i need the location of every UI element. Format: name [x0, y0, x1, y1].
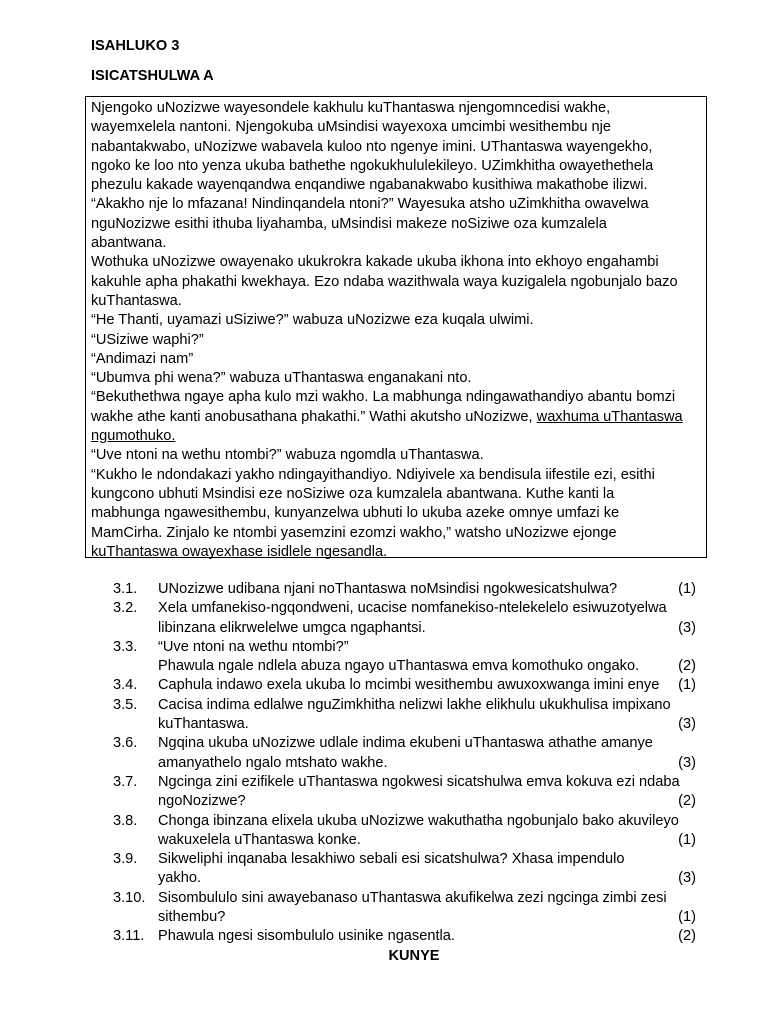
passage-line: “Akakho nje lo mfazana! Nindinqandela ntoni?” Wayesuka atsho uZimkhitha owavelwa: [91, 196, 649, 213]
passage-line: “Bekuthethwa ngaye apha kulo mzi wakho. La mabhunga ndingawathandiyo abantu bomzi: [91, 389, 676, 406]
question-number: 3.6.: [113, 735, 138, 752]
question-number: 3.3.: [113, 638, 138, 655]
question-mark: (1): [678, 909, 696, 926]
passage-line: ngoko ke loo nto yenza ukuba bathethe ngokukhululekileyo. UZimkhitha owayethethela: [91, 157, 654, 174]
question-row: [0, 850, 768, 869]
question-row: [0, 792, 768, 811]
underlined-phrase-end: ngumothuko.: [91, 428, 176, 445]
question-list: [0, 580, 768, 947]
passage-line: “Ubumva phi wena?” wabuza uThantaswa enganakani nto.: [91, 370, 472, 387]
underlined-phrase: waxhuma uThantaswa: [536, 408, 683, 425]
passage-line: kuThantaswa owayexhase isidlele ngesandla.: [91, 543, 388, 560]
passage-box: [85, 96, 707, 558]
question-row: [0, 773, 768, 792]
question-row: [0, 715, 768, 734]
passage-line-text: wakhe athe kanti anobusathana phakathi.” Wathi akutsho uNozizwe,: [91, 408, 537, 425]
question-text: “Uve ntoni na wethu ntombi?”: [158, 638, 349, 655]
passage-line: kakuhle apha phakathi kwekhaya. Ezo ndaba wazithwala waya kuzigalela ngobunjalo bazo: [91, 273, 678, 290]
passage-line: nabantakwabo, uNozizwe wabavela kuloo nto ngenye imini. UThantaswa wayengekho,: [91, 138, 653, 155]
passage-line: kungcono ubhuti Msindisi eze noSiziwe oza kumzalela abantwana. Kuthe kanti la: [91, 485, 615, 502]
question-row: [0, 599, 768, 618]
question-text: sithembu?: [158, 909, 226, 926]
question-text: amanyathelo ngalo mtshato wakhe.: [158, 754, 388, 771]
chapter-title: ISAHLUKO 3: [91, 38, 180, 54]
question-number: 3.5.: [113, 696, 138, 713]
question-text: Ngqina ukuba uNozizwe udlale indima ekubeni uThantaswa athathe amanye: [158, 735, 653, 752]
passage-line: wayemxelela nantoni. Njengokuba uMsindisi wayexoxa umcimbi wesithembu nje: [91, 119, 611, 136]
section-title: ISICATSHULWA A: [91, 68, 214, 84]
passage-line: “Andimazi nam”: [91, 350, 194, 367]
question-mark: (2): [678, 928, 696, 945]
question-mark: (3): [678, 619, 696, 636]
question-mark: (1): [678, 677, 696, 694]
passage-line: phezulu kakade wayenqandwa enqandiwe ngabanakwabo kusithiwa makathobe ilizwi.: [91, 177, 648, 194]
question-row: [0, 657, 768, 676]
question-mark: (3): [678, 754, 696, 771]
passage-line: nguNozizwe esithi ithuba liyahamba, uMsindisi makeze noSiziwe oza kumzalela: [91, 215, 607, 232]
passage-line: [91, 408, 701, 427]
question-row: [0, 696, 768, 715]
question-mark: (3): [678, 716, 696, 733]
passage-line: Wothuka uNozizwe owayenako ukukrokra kakade ukuba ikhona into ekhoyo engahambi: [91, 254, 659, 271]
passage-line: MamCirha. Zinjalo ke ntombi yasemzini ezomzi wakho,” watsho uNozizwe ejonge: [91, 524, 617, 541]
question-text: Cacisa indima edlalwe nguZimkhitha nelizwi lakhe elikhulu ukukhulisa impixano: [158, 696, 671, 713]
question-text: kuThantaswa.: [158, 716, 249, 733]
question-mark: (1): [678, 581, 696, 597]
question-text: Xela umfanekiso-ngqondweni, ucacise nomfanekiso-ntelekelelo esiwuzotyelwa: [158, 600, 667, 617]
question-number: 3.4.: [113, 677, 138, 694]
question-row: [0, 638, 768, 657]
question-row: [0, 580, 768, 599]
question-row: [0, 734, 768, 753]
question-row: [0, 676, 768, 695]
question-number: 3.11.: [113, 928, 145, 945]
question-text: Phawula ngale ndlela abuza ngayo uThantaswa emva komothuko ongako.: [158, 658, 640, 675]
question-text: wakuxelela uThantaswa konke.: [158, 831, 361, 848]
question-number: 3.7.: [113, 773, 138, 790]
question-number: 3.1.: [113, 581, 138, 597]
question-text: libinzana elikrwelelwe umgca ngaphantsi.: [158, 619, 426, 636]
question-text: yakho.: [158, 870, 201, 887]
question-number: 3.9.: [113, 851, 138, 868]
question-mark: (2): [678, 658, 696, 675]
question-row: [0, 812, 768, 831]
passage-line: “Kukho le ndondakazi yakho ndingayithandiyo. Ndiyivele xa bendisula iifestile ezi, esithi: [91, 466, 655, 483]
question-number: 3.8.: [113, 812, 138, 829]
question-row: [0, 927, 768, 946]
passage-line: “Uve ntoni na wethu ntombi?” wabuza ngomdla uThantaswa.: [91, 447, 484, 464]
passage-line: abantwana.: [91, 235, 167, 252]
passage-line: Njengoko uNozizwe wayesondele kakhulu kuThantaswa njengomncedisi wakhe,: [91, 100, 611, 116]
question-row: [0, 754, 768, 773]
question-text: ngoNozizwe?: [158, 793, 246, 810]
question-text: UNozizwe udibana njani noThantaswa noMsindisi ngokwesicatshulwa?: [158, 581, 618, 597]
question-text: Phawula ngesi sisombululo usinike ngasentla.: [158, 928, 455, 945]
question-mark: (2): [678, 793, 696, 810]
question-number: 3.10.: [113, 889, 146, 906]
passage-line: “USiziwe waphi?”: [91, 331, 204, 348]
question-row: [0, 889, 768, 908]
question-text: Sisombululo sini awayebanaso uThantaswa akufikelwa zezi ngcinga zimbi zesi: [158, 889, 667, 906]
question-text: Caphula indawo exela ukuba lo mcimbi wesithembu awuxoxwanga imini enye: [158, 677, 660, 694]
question-row: [0, 619, 768, 638]
question-text: Chonga ibinzana elixela ukuba uNozizwe wakuthatha ngobunjalo bako akuvileyo: [158, 812, 679, 829]
question-number: 3.2.: [113, 600, 138, 617]
question-row: [0, 908, 768, 927]
question-text: Sikweliphi inqanaba lesakhiwo sebali esi sicatshulwa? Xhasa impendulo: [158, 851, 625, 868]
question-row: [0, 869, 768, 888]
question-mark: (1): [678, 831, 696, 848]
question-row: [0, 831, 768, 850]
passage-line: “He Thanti, uyamazi uSiziwe?” wabuza uNozizwe eza kuqala ulwimi.: [91, 312, 534, 329]
footer-word: KUNYE: [388, 948, 440, 964]
passage-line: kuThantaswa.: [91, 292, 182, 309]
passage-line: mabhunga ngawesithembu, kunyanzelwa ubhuti lo ukuba azeke omnye umfazi ke: [91, 505, 620, 522]
question-mark: (3): [678, 870, 696, 887]
question-text: Ngcinga zini ezifikele uThantaswa ngokwesi sicatshulwa emva kokuva ezi ndaba: [158, 773, 680, 790]
